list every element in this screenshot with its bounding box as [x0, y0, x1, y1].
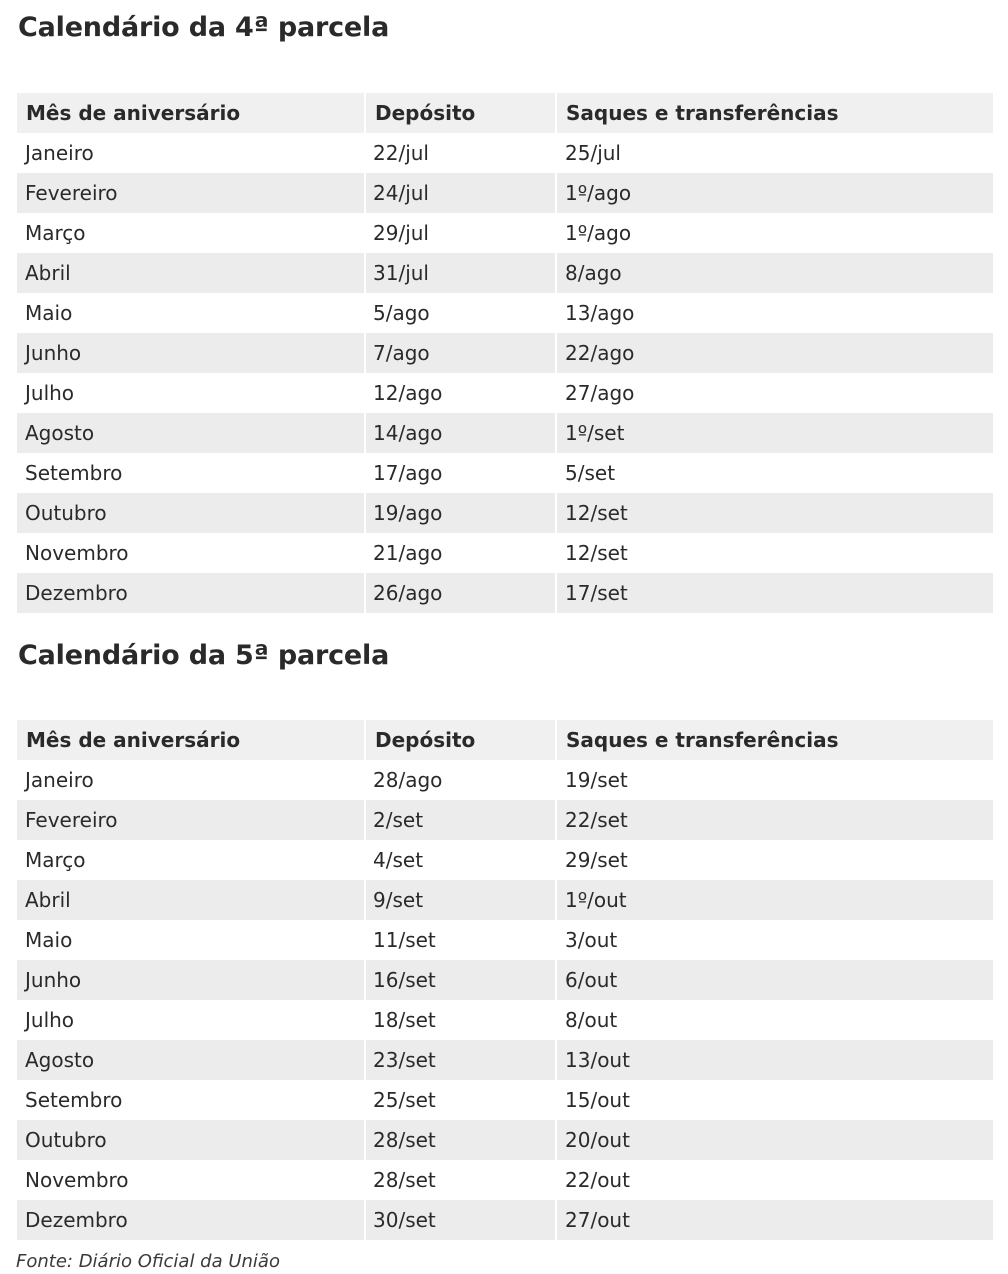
table-row [17, 373, 993, 413]
column-header-deposit: Depósito [366, 93, 557, 133]
table-row [17, 133, 993, 173]
cell-deposit-date: 28/set [366, 1120, 557, 1160]
table-row [17, 760, 993, 800]
table-row [17, 960, 993, 1000]
cell-withdrawal-date: 19/set [565, 768, 628, 792]
cell-birth-month: Dezembro [17, 1200, 366, 1240]
cell-withdrawal-date: 15/out [565, 1088, 630, 1112]
table-row [17, 1120, 993, 1160]
cell-withdrawal-date: 3/out [565, 928, 618, 952]
cell-deposit-date: 26/ago [366, 573, 557, 613]
cell-deposit-date: 17/ago [366, 453, 557, 493]
cell-birth-month: Maio [17, 293, 366, 333]
cell-deposit-date: 4/set [366, 840, 557, 880]
table-row [17, 453, 993, 493]
cell-deposit-date: 7/ago [366, 333, 557, 373]
table-row [17, 1200, 993, 1240]
cell-withdrawal-date: 13/ago [565, 301, 635, 325]
cell-birth-month: Janeiro [17, 760, 366, 800]
cell-withdrawal-date: 13/out [565, 1048, 630, 1072]
table-row [17, 840, 993, 880]
cell-deposit-date: 29/jul [366, 213, 557, 253]
source-note: Fonte: Diário Oficial da União [16, 1251, 280, 1272]
cell-withdrawal-date: 1º/ago [565, 181, 632, 205]
column-header-deposit: Depósito [366, 720, 557, 760]
cell-withdrawal-date: 1º/ago [565, 221, 632, 245]
cell-birth-month: Julho [17, 1000, 366, 1040]
cell-withdrawal-date: 25/jul [565, 141, 621, 165]
section-title-4th-installment: Calendário da 4ª parcela [18, 12, 390, 43]
cell-withdrawal-date: 1º/out [565, 888, 627, 912]
cell-withdrawal-date: 27/ago [565, 381, 635, 405]
cell-withdrawal-date: 20/out [565, 1128, 630, 1152]
table-row [17, 253, 993, 293]
cell-deposit-date: 5/ago [366, 293, 557, 333]
cell-withdrawal-date: 29/set [565, 848, 628, 872]
cell-withdrawal-date: 8/out [565, 1008, 618, 1032]
cell-deposit-date: 16/set [366, 960, 557, 1000]
cell-withdrawal-date: 6/out [565, 968, 618, 992]
cell-deposit-date: 28/ago [366, 760, 557, 800]
column-header-withdrawals: Saques e transferências [566, 101, 839, 125]
table-row [17, 880, 993, 920]
table-header-row [17, 720, 993, 760]
cell-withdrawal-date: 27/out [565, 1208, 630, 1232]
table-row [17, 213, 993, 253]
cell-deposit-date: 31/jul [366, 253, 557, 293]
calendar-table-4th-installment [17, 93, 993, 613]
cell-birth-month: Junho [17, 333, 366, 373]
cell-deposit-date: 24/jul [366, 173, 557, 213]
table-row [17, 800, 993, 840]
cell-birth-month: Novembro [17, 533, 366, 573]
cell-birth-month: Agosto [17, 413, 366, 453]
table-row [17, 173, 993, 213]
cell-deposit-date: 22/jul [366, 133, 557, 173]
cell-withdrawal-date: 8/ago [565, 261, 622, 285]
cell-deposit-date: 11/set [366, 920, 557, 960]
cell-withdrawal-date: 12/set [565, 501, 628, 525]
table-header-row [17, 93, 993, 133]
cell-birth-month: Agosto [17, 1040, 366, 1080]
column-header-withdrawals: Saques e transferências [566, 728, 839, 752]
column-header-birth-month: Mês de aniversário [17, 93, 366, 133]
table-row [17, 333, 993, 373]
cell-deposit-date: 19/ago [366, 493, 557, 533]
cell-birth-month: Outubro [17, 1120, 366, 1160]
cell-withdrawal-date: 17/set [565, 581, 628, 605]
cell-deposit-date: 9/set [366, 880, 557, 920]
table-row [17, 920, 993, 960]
cell-birth-month: Julho [17, 373, 366, 413]
table-row [17, 1160, 993, 1200]
cell-deposit-date: 21/ago [366, 533, 557, 573]
cell-deposit-date: 18/set [366, 1000, 557, 1040]
cell-withdrawal-date: 22/ago [565, 341, 635, 365]
cell-deposit-date: 28/set [366, 1160, 557, 1200]
cell-birth-month: Fevereiro [17, 800, 366, 840]
table-row [17, 293, 993, 333]
cell-birth-month: Novembro [17, 1160, 366, 1200]
table-row [17, 1040, 993, 1080]
table-row [17, 493, 993, 533]
cell-deposit-date: 23/set [366, 1040, 557, 1080]
cell-withdrawal-date: 5/set [565, 461, 616, 485]
cell-birth-month: Março [17, 840, 366, 880]
table-row [17, 533, 993, 573]
cell-deposit-date: 14/ago [366, 413, 557, 453]
cell-birth-month: Maio [17, 920, 366, 960]
table-row [17, 573, 993, 613]
cell-deposit-date: 30/set [366, 1200, 557, 1240]
cell-birth-month: Outubro [17, 493, 366, 533]
cell-birth-month: Fevereiro [17, 173, 366, 213]
table-row [17, 1000, 993, 1040]
section-title-5th-installment: Calendário da 5ª parcela [18, 640, 390, 671]
cell-withdrawal-date: 22/out [565, 1168, 630, 1192]
cell-birth-month: Março [17, 213, 366, 253]
table-row [17, 413, 993, 453]
cell-birth-month: Setembro [17, 453, 366, 493]
cell-birth-month: Janeiro [17, 133, 366, 173]
cell-birth-month: Abril [17, 880, 366, 920]
column-header-birth-month: Mês de aniversário [17, 720, 366, 760]
table-row [17, 1080, 993, 1120]
cell-birth-month: Setembro [17, 1080, 366, 1120]
cell-withdrawal-date: 12/set [565, 541, 628, 565]
cell-deposit-date: 2/set [366, 800, 557, 840]
cell-deposit-date: 12/ago [366, 373, 557, 413]
cell-withdrawal-date: 1º/set [565, 421, 625, 445]
cell-deposit-date: 25/set [366, 1080, 557, 1120]
cell-birth-month: Dezembro [17, 573, 366, 613]
calendar-table-5th-installment [17, 720, 993, 1240]
cell-birth-month: Abril [17, 253, 366, 293]
cell-birth-month: Junho [17, 960, 366, 1000]
cell-withdrawal-date: 22/set [565, 808, 628, 832]
